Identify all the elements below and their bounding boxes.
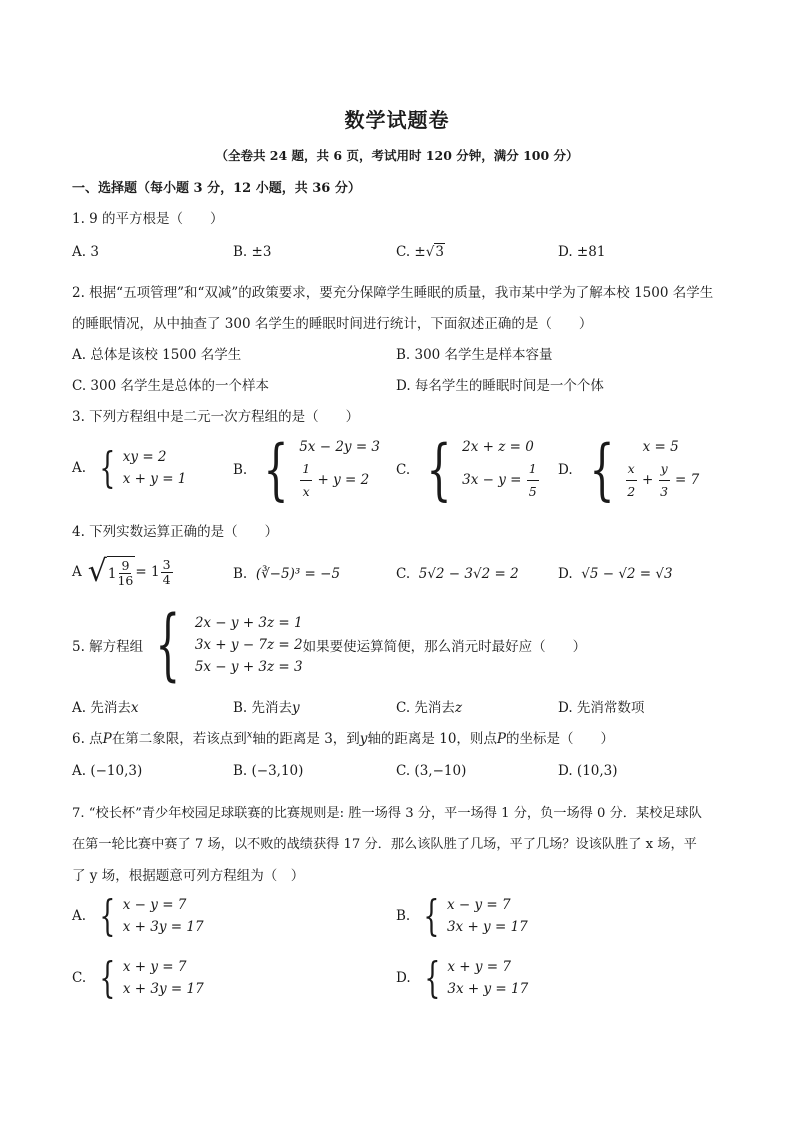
q4-a-num: 9: [121, 558, 130, 573]
q5-option-d: D. 先消常数项: [558, 700, 645, 716]
q5-b-var: y: [292, 700, 300, 716]
q7-stem-line1: 7. “校长杯”青少年校园足球联赛的比赛规则是: 胜一场得 3 分，平一场得 1 分，负一场得 0 分．某校足球队: [72, 806, 702, 821]
q5-stem: 5. 解方程组 { 2x − y + 3z = 1 3x + y − 7z = 2 5x − y + 3z = 3 如果要使运算简便，那么消元时最好应（ ）: [72, 600, 587, 690]
q7-stem-line3: 了 y 场，根据题意可列方程组为（ ）: [72, 868, 305, 884]
q3-option-a-label: A.: [72, 460, 87, 476]
q7-a-eq1: x − y = 7: [122, 897, 187, 913]
q4-option-c-label: C.: [396, 566, 411, 582]
q7-option-b: B. { x − y = 7 3x + y = 17: [396, 891, 528, 940]
q7-c-label: C.: [72, 970, 87, 986]
q7-option-c: C. { x + y = 7 x + 3y = 17: [72, 953, 204, 1002]
q7-a-label: A.: [72, 908, 87, 924]
q4-b-expr: (∛−5)³ = −5: [255, 566, 341, 582]
q7-stem-line2: 在第一轮比赛中赛了 7 场，以不败的战绩获得 17 分．那么该队胜了几场，平了几场？设该队胜了 x 场，平: [72, 837, 697, 852]
q7-d-label: D.: [396, 970, 411, 986]
q5-option-c: [396, 696, 462, 716]
q4-a-int: 1: [107, 565, 117, 582]
q3-d-eq1: x = 5: [642, 439, 679, 455]
q7-d-eq2: 3x + y = 17: [447, 981, 529, 997]
q7-d-eq1: x + y = 7: [447, 959, 511, 975]
q2-stem-line1: 2. 根据“五项管理”和“双减”的政策要求，要充分保障学生睡眠的质量，我市某中学为了解本校 1500 名学生: [72, 285, 714, 301]
q3-stem: 3. 下列方程组中是二元一次方程组的是（ ）: [72, 409, 360, 425]
q4-a-eq: = 1: [135, 564, 160, 580]
q1-option-c: C. ±√3: [396, 244, 444, 260]
q3-option-c: C. { 2x + z = 0 3x − y = $\frac{1}{5}$: [396, 436, 540, 503]
q5-eq2: 3x + y − 7z = 2: [194, 637, 303, 653]
q6-var-p2: P: [496, 731, 507, 747]
q1-option-a: A. 3: [72, 244, 99, 260]
q5-a-text: A. 先消去: [72, 700, 131, 716]
page-title: 数学试题卷: [344, 108, 450, 132]
q3-d-frac1-den: 2: [627, 484, 636, 499]
q1-option-b: B. ±3: [233, 244, 272, 260]
q3-option-d-label: D.: [558, 461, 573, 478]
q6-option-d: D. (10,3): [558, 763, 618, 779]
q3-option-b-label: B.: [233, 461, 248, 478]
q3-option-a: A. { xy = 2 x + y = 1: [72, 443, 187, 492]
q3-c-eq1: 2x + z = 0: [462, 439, 534, 455]
q4-d-expr: √5 − √2 = √3: [581, 566, 673, 582]
q1-option-c-radicand: 3: [435, 244, 444, 260]
q3-option-d: D. { x = 5 $\frac{x}{2}$ + $\frac{y}{3}$ = 7: [558, 430, 700, 508]
q6-stem-c: 轴的距离是 3，到: [252, 731, 360, 747]
section-heading: 一、选择题（每小题 3 分，12 小题，共 36 分）: [72, 181, 361, 196]
q5-option-a: [72, 696, 138, 716]
q3-c-frac-den: 5: [528, 484, 537, 499]
q4-c-expr: 5√2 − 3√2 = 2: [418, 566, 519, 582]
q2-option-c: C. 300 名学生是总体的一个样本: [72, 378, 269, 394]
q6-var-x: x: [246, 729, 253, 741]
q3-b-eq2-rest: + y = 2: [313, 472, 370, 488]
q3-option-b: B. { 5x − 2y = 3 $\frac{1}{x}$ + y = 2: [233, 430, 381, 508]
q2-option-d: D. 每名学生的睡眠时间是一个个体: [396, 378, 604, 394]
q4-a-den: 16: [117, 573, 134, 588]
q5-c-var: z: [454, 700, 463, 716]
q6-stem-b: 在第二象限，若该点到: [111, 731, 247, 747]
q3-b-frac-den: x: [302, 484, 310, 499]
q1-option-d: D. ±81: [558, 244, 606, 260]
q3-d-frac1-num: x: [626, 458, 637, 481]
q6-stem-d: 轴的距离是 10，则点: [367, 731, 497, 747]
q6-var-y: y: [359, 731, 368, 747]
q7-option-a: A. { x − y = 7 x + 3y = 17: [72, 891, 204, 940]
q7-b-eq2: 3x + y = 17: [446, 919, 528, 935]
q3-d-frac2-num: y: [659, 458, 670, 481]
q3-d-frac2-den: 3: [660, 484, 669, 499]
q5-eq3: 5x − y + 3z = 3: [194, 659, 303, 675]
q3-d-eq2-rest: = 7: [670, 472, 700, 488]
q4-a-rden: 4: [162, 571, 171, 587]
q7-c-eq1: x + y = 7: [122, 959, 187, 975]
q5-a-var: x: [130, 700, 139, 716]
q3-option-c-label: C.: [396, 461, 411, 478]
q2-stem-line2: 的睡眠情况，从中抽查了 300 名学生的睡眠时间进行统计，下面叙述正确的是（ ）: [72, 316, 593, 332]
q4-option-c: [396, 566, 519, 582]
q4-option-d: [558, 566, 673, 582]
q6-var-p: P: [102, 731, 112, 747]
q4-option-a: A √ 1 $\frac{9}{16}$ = 1 $\frac{3}{4}$: [72, 554, 171, 589]
q6-option-a: A. (−10,3): [72, 763, 143, 779]
q5-stem-pre: 5. 解方程组: [72, 639, 144, 655]
q5-c-text: C. 先消去: [396, 700, 455, 716]
q4-a-rnum: 3: [162, 556, 171, 572]
q6-stem-e: 的坐标是（ ）: [506, 731, 615, 747]
q4-option-b-label: B.: [233, 566, 248, 582]
q4-option-b: [233, 566, 340, 582]
q3-a-eq2: x + y = 1: [122, 471, 187, 487]
q4-stem: 4. 下列实数运算正确的是（ ）: [72, 524, 279, 540]
q6-stem: [72, 727, 614, 747]
q7-b-label: B.: [396, 908, 411, 924]
q7-a-eq2: x + 3y = 17: [122, 919, 204, 935]
q1-option-c-label: C. ±: [396, 244, 426, 260]
q6-stem-a: 6. 点: [72, 731, 103, 747]
q6-option-c: C. (3,−10): [396, 763, 467, 779]
exam-info: （全卷共 24 题，共 6 页，考试用时 120 分钟，满分 100 分）: [215, 148, 579, 163]
q3-b-frac-num: 1: [300, 458, 312, 481]
q7-b-eq1: x − y = 7: [446, 897, 511, 913]
q1-stem: 1. 9 的平方根是（ ）: [72, 211, 224, 227]
q3-c-frac-num: 1: [527, 458, 539, 481]
q5-b-text: B. 先消去: [233, 700, 293, 716]
q3-d-plus: +: [637, 472, 658, 488]
q7-option-d: D. { x + y = 7 3x + y = 17: [396, 953, 529, 1002]
q6-option-b: B. (−3,10): [233, 763, 304, 779]
q5-eq1: 2x − y + 3z = 1: [194, 615, 303, 631]
q5-option-b: [233, 696, 300, 716]
q3-a-eq1: xy = 2: [122, 449, 167, 465]
q2-option-b: B. 300 名学生是样本容量: [396, 347, 553, 363]
q4-option-a-label: A: [72, 564, 82, 580]
q3-c-eq2-pre: 3x − y =: [462, 472, 526, 488]
q2-option-a: A. 总体是该校 1500 名学生: [72, 347, 242, 363]
q7-c-eq2: x + 3y = 17: [122, 981, 204, 997]
q4-option-d-label: D.: [558, 566, 573, 582]
q3-b-eq1: 5x − 2y = 3: [299, 439, 381, 455]
q5-stem-post: 如果要使运算简便，那么消元时最好应（ ）: [302, 639, 587, 655]
